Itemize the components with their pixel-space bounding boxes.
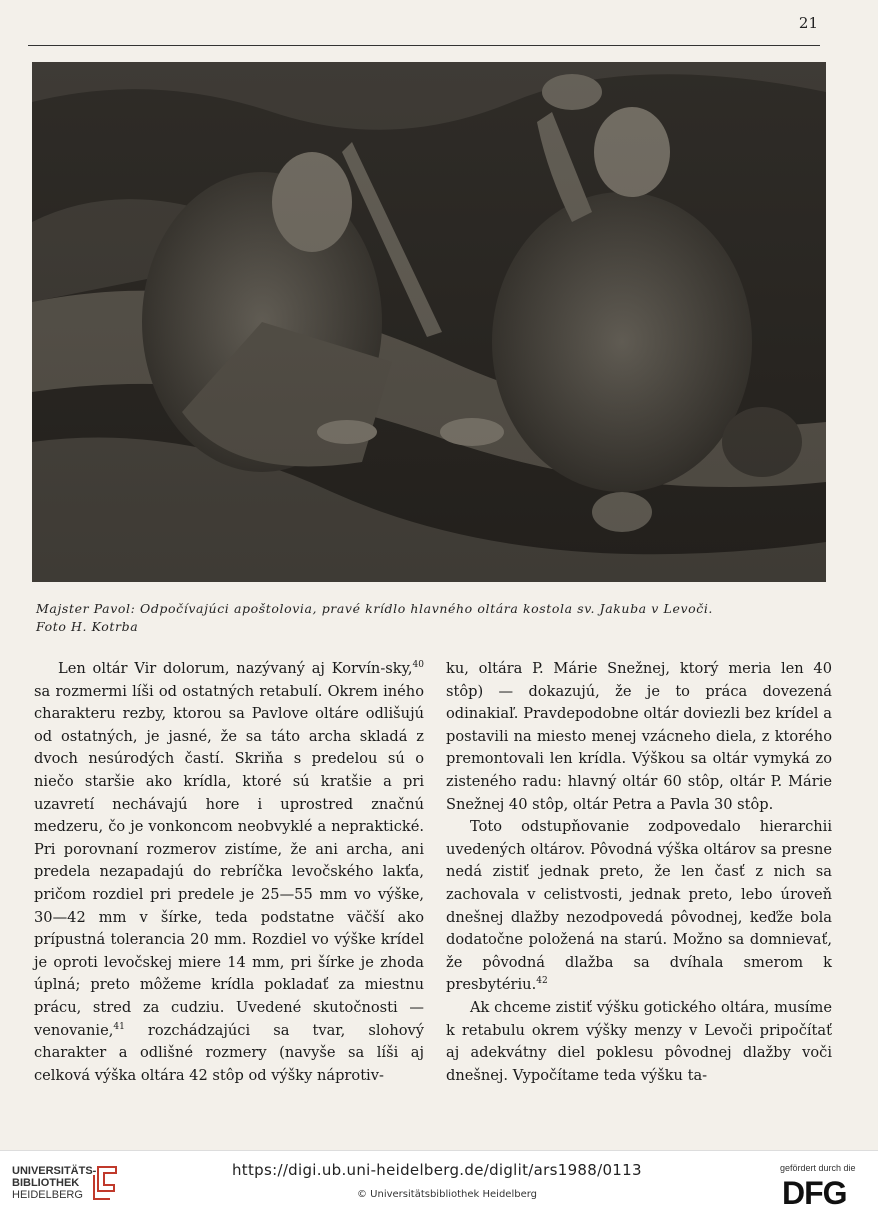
document-url-link[interactable]: https://digi.ub.uni-heidelberg.de/diglit/ars1988/0113 — [232, 1161, 642, 1179]
text-run: sa rozmermi líši od ostatných retabulí. Okrem iného charakteru rezby, ktorou sa Pavlove oltáre odlišujú od ostatných, je jasné, že sa táto archa skladá z dvoch nesúrodých častí. Skriňa s predelou sú o niečo staršie ako krídla, ktoré sú kratšie a pri uzavretí nechávajú hore i uprostred značnú medzeru, čo je vonkoncom neobvyklé a nepraktické. Pri porovnaní rozmerov zistíme, že ani archa, ani predela nezapadajú do rebríčka levočského lakťa, pričom rozdiel pri predele je 25—55 mm vo výške, 30—42 mm v šírke, teda podstatne väčší ako prípustná tolerancia 20 mm. Rozdiel vo výške krídel je oproti levočskej miere 14 mm, pri šírke je zhoda úplná; preto môžeme krídla pokladať za miestnu prácu, stred za cudziu. Uvedené skutočnosti — venovanie, — [34, 682, 424, 1039]
footnote-ref: 40 — [412, 660, 424, 670]
library-line: UNIVERSITÄTS- — [12, 1165, 97, 1177]
footnote-ref: 41 — [113, 1021, 125, 1032]
paragraph — [446, 816, 832, 997]
photo-credit: Foto H. Kotrba — [36, 619, 139, 634]
viewer-footer — [0, 1150, 878, 1220]
caption-text: Majster Pavol: Odpočívajúci apoštolovia, pravé krídlo hlavného oltára kostola sv. Jakuba v Levoči. — [36, 601, 713, 616]
paragraph — [34, 658, 424, 1087]
library-logo-icon — [88, 1163, 122, 1203]
page-number: 21 — [798, 14, 818, 32]
text-run: Toto odstupňovanie zodpovedalo hierarchii uvedených oltárov. Pôvodná výška oltárov sa presne nedá zistiť jednak preto, že len časť z nich sa zachovala v celistvosti, jednak preto, lebo úroveň dnešnej dlažby nezodpovedá pôvodnej, keďže bola dodatočne položená na starú. Možno sa domnievať, že pôvodná dlažba sa dvíhala smerom k presbytériu. — [446, 818, 832, 994]
funding-note: gefördert durch die — [780, 1163, 856, 1173]
header-rule — [28, 45, 820, 46]
dfg-logo[interactable]: DFG — [782, 1175, 847, 1211]
figure-caption — [36, 600, 826, 636]
text-column-right — [446, 658, 832, 1087]
library-line: BIBLIOTHEK — [12, 1177, 80, 1189]
paragraph: Ak chceme zistiť výšku gotického oltára, musíme k retabulu okrem výšky menzy v Levoči pripočítať aj adekvátny diel poklesu pôvodnej dlažby voči dnešnej. Vypočítame teda výšku ta- — [446, 998, 832, 1084]
library-name[interactable] — [12, 1165, 96, 1201]
text-run: Len oltár Vir dolorum, nazývaný aj Korvín-sky, — [58, 660, 413, 677]
library-line: HEIDELBERG — [12, 1189, 83, 1201]
copyright-notice: © Universitätsbibliothek Heidelberg — [357, 1189, 538, 1200]
text-run: rozchádzajúci sa tvar, slohový charakter a odlišné rozmery (navyše sa líši aj celková výška oltára 42 stôp od výšky náprotiv- — [34, 1021, 424, 1084]
footnote-ref: 42 — [536, 976, 548, 987]
paragraph: ku, oltára P. Márie Snežnej, ktorý meria len 40 stôp) — dokazujú, že je to práca dovezená odinakiaľ. Pravdepodobne oltár doviezli bez krídel a postavili na miesto menej vzácneho diela, z ktorého premontovali len krídla. Výškou sa oltár vymyká zo zisteného radu: hlavný oltár 60 stôp, oltár P. Márie Snežnej 40 stôp, oltár Petra a Pavla 30 stôp. — [446, 660, 832, 813]
relief-photograph — [32, 62, 826, 582]
text-column-left — [34, 658, 424, 1087]
relief-sculpture-image — [32, 62, 826, 582]
